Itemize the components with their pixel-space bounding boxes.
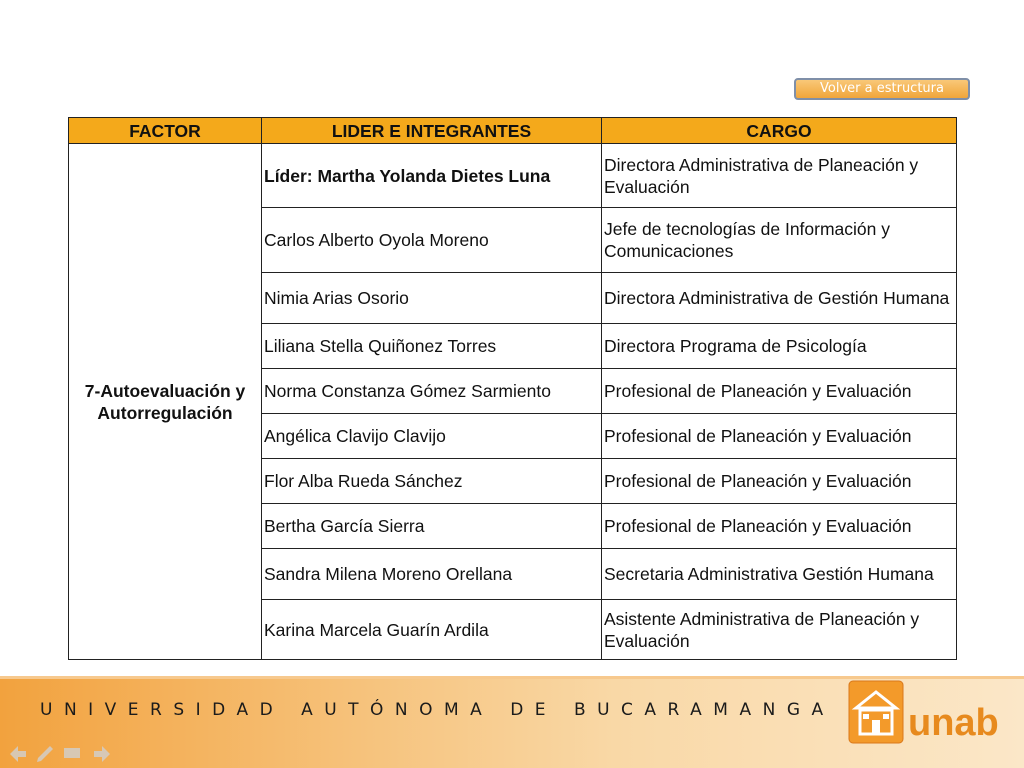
member-name: Bertha García Sierra bbox=[262, 504, 602, 549]
member-role: Profesional de Planeación y Evaluación bbox=[602, 504, 957, 549]
member-name: Norma Constanza Gómez Sarmiento bbox=[262, 369, 602, 414]
member-role: Profesional de Planeación y Evaluación bbox=[602, 414, 957, 459]
member-name: Carlos Alberto Oyola Moreno bbox=[262, 208, 602, 273]
team-table bbox=[68, 117, 957, 660]
footer-divider bbox=[0, 676, 1024, 679]
member-role: Asistente Administrativa de Planeación y Evaluación bbox=[602, 600, 957, 660]
header-factor: FACTOR bbox=[69, 118, 262, 144]
header-cargo: CARGO bbox=[602, 118, 957, 144]
factor-cell: 7-Autoevaluación y Autorregulación bbox=[69, 144, 262, 660]
university-name: UNIVERSIDAD AUTÓNOMA DE BUCARAMANGA bbox=[40, 700, 835, 720]
member-role: Directora Administrativa de Gestión Humana bbox=[602, 273, 957, 324]
table-row bbox=[69, 144, 957, 208]
table-header-row bbox=[69, 118, 957, 144]
member-role: Profesional de Planeación y Evaluación bbox=[602, 459, 957, 504]
member-role: Jefe de tecnologías de Información y Comunicaciones bbox=[602, 208, 957, 273]
member-name: Flor Alba Rueda Sánchez bbox=[262, 459, 602, 504]
member-role: Directora Programa de Psicología bbox=[602, 324, 957, 369]
member-name: Angélica Clavijo Clavijo bbox=[262, 414, 602, 459]
header-lider-integrantes: LIDER E INTEGRANTES bbox=[262, 118, 602, 144]
unab-building-logo-icon bbox=[848, 680, 904, 744]
slide-navigation-icons bbox=[6, 740, 116, 762]
member-name: Sandra Milena Moreno Orellana bbox=[262, 549, 602, 600]
member-name: Liliana Stella Quiñonez Torres bbox=[262, 324, 602, 369]
pen-icon[interactable] bbox=[37, 746, 53, 762]
member-name: Karina Marcela Guarín Ardila bbox=[262, 600, 602, 660]
next-arrow-icon[interactable] bbox=[94, 746, 110, 762]
volver-a-estructura-button[interactable]: Volver a estructura bbox=[794, 78, 970, 100]
member-name: Nimia Arias Osorio bbox=[262, 273, 602, 324]
member-name: Líder: Martha Yolanda Dietes Luna bbox=[262, 144, 602, 208]
menu-icon[interactable] bbox=[64, 748, 80, 758]
unab-logo-text: unab bbox=[908, 702, 999, 744]
member-role: Secretaria Administrativa Gestión Humana bbox=[602, 549, 957, 600]
member-role: Profesional de Planeación y Evaluación bbox=[602, 369, 957, 414]
previous-arrow-icon[interactable] bbox=[10, 746, 26, 762]
member-role: Directora Administrativa de Planeación y Evaluación bbox=[602, 144, 957, 208]
